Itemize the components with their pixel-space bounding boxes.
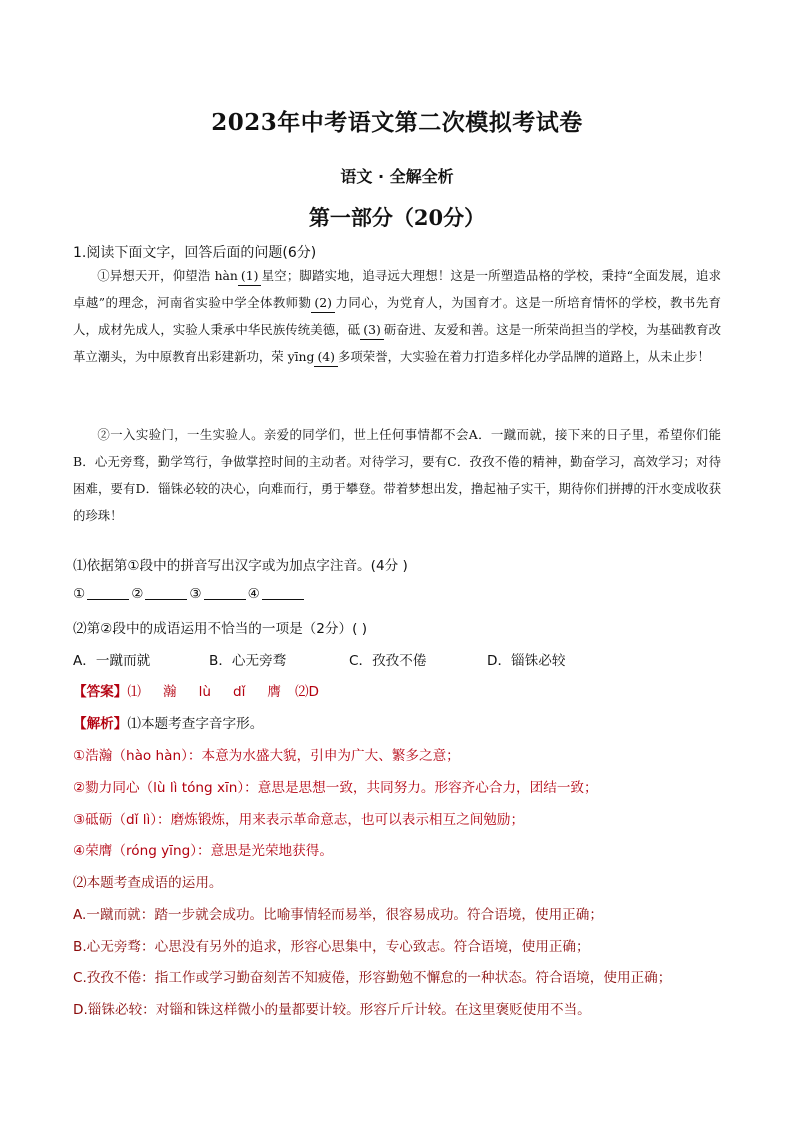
sub-question-1: ⑴依据第①段中的拼音写出汉字或为加点字注音。(4分 ) [73, 558, 408, 574]
passage1-text-5: 多项荣誉，大实验在着力打造多样化办学品牌的道路上，从未止步！ [338, 349, 710, 364]
passage1-text-3: 力同心，为党育人，为国育才。这是一所培育情怀的学校，教书先育人，成材先成人，实验人秉承中华民族传统美德，砥 [73, 295, 721, 337]
analysis-intro: ⑴本题考查字音字形。 [127, 716, 264, 732]
blank-marker-3: ③ [189, 586, 202, 602]
answer-suffix: ⑵D [294, 684, 320, 700]
option-a: A．一蹴而就 [73, 653, 151, 669]
analysis-intro-2: ⑵本题考查成语的运用。 [73, 875, 223, 891]
blank-marker-2: ② [131, 586, 144, 602]
option-c: C．孜孜不倦 [349, 653, 427, 669]
answer-1: 瀚 [162, 684, 177, 700]
blank-2: (2) [311, 294, 335, 313]
blank-1: (1) [238, 267, 262, 286]
part-heading: 第一部分（20分） [308, 205, 486, 230]
analysis-item-4: ④荣膺（róng yīng）：意思是光荣地获得。 [73, 843, 333, 859]
analysis-option-b: B.心无旁骛：心思没有另外的追求，形容心思集中，专心致志。符合语境，使用正确； [73, 939, 590, 955]
passage1-text-2: 星空；脚踏实地，追寻远大理想！这是一所塑造品格的学校，秉持“全面发展，追求卓越”的理念，河南省实验中学全体教师勠 [73, 268, 721, 310]
analysis-line [73, 712, 723, 732]
answer-line [73, 680, 723, 700]
analysis-label: 【解析】 [73, 716, 128, 732]
answer-label: 【答案】 [73, 684, 128, 700]
analysis-item-3: ③砥砺（dǐ lì）：磨炼锻炼，用来表示革命意志，也可以表示相互之间勉励； [73, 812, 525, 828]
question-stem: 1.阅读下面文字，回答后面的问题(6分) [73, 245, 317, 261]
sub-question-2: ⑵第②段中的成语运用不恰当的一项是（2分）( ) [73, 621, 368, 637]
option-d: D．锱铢必较 [487, 653, 566, 669]
answer-blank-2 [145, 585, 187, 600]
passage2-text: ②一入实验门，一生实验人。亲爱的同学们，世上任何事情都不会A．一蹴而就，接下来的日子里，希望你们能B．心无旁骛，勤学笃行，争做掌控时间的主动者。对待学习，要有C．孜孜不倦的精神，勤奋学习，高效学习；对待困难，要有D．锱铢必较的决心，向难而行，勇于攀登。带着梦想出发，撸起袖子实干，期待你们拼搏的汗水变成收获的珍珠！ [73, 427, 721, 523]
answer-blank-4 [262, 585, 304, 600]
analysis-item-2: ②勠力同心（lù lì tóng xīn）：意思是思想一致，共同努力。形容齐心合力，团结一致； [73, 780, 598, 796]
answer-prefix: ⑴ [127, 684, 141, 700]
blank-3: (3) [360, 321, 384, 340]
analysis-option-d: D.锱铢必较：对锱和铢这样微小的量都要计较。形容斤斤计较。在这里褒贬使用不当。 [73, 1002, 591, 1018]
passage-paragraph-2 [73, 421, 721, 529]
answer-3: dǐ [232, 684, 246, 700]
analysis-option-a: A.一蹴而就：踏一步就会成功。比喻事情轻而易举，很容易成功。符合语境，使用正确； [73, 907, 603, 923]
answer-2: lù [198, 684, 211, 700]
analysis-option-c: C.孜孜不倦：指工作或学习勤奋刻苦不知疲倦，形容勤勉不懈怠的一种状态。符合语境，使用正确； [73, 970, 672, 986]
answer-4: 膺 [267, 684, 281, 700]
options-line [73, 649, 723, 669]
passage1-text-4: 砺奋进、友爱和善。这是一所荣尚担当的学校，为基础教育改革立潮头，为中原教育出彩建新功，荣 yīng [73, 322, 722, 364]
passage1-text-1: ①异想天开，仰望浩 hàn [97, 268, 238, 283]
answer-blank-1 [87, 585, 129, 600]
blank-marker-4: ④ [247, 586, 260, 602]
analysis-item-1: ①浩瀚（hào hàn）：本意为水盛大貌，引申为广大、繁多之意； [73, 748, 460, 764]
exam-subtitle: 语文 · 全解全析 [340, 167, 454, 186]
passage-paragraph-1 [73, 262, 721, 370]
exam-title: 2023年中考语文第二次模拟考试卷 [211, 109, 583, 136]
blank-4: (4) [314, 348, 338, 367]
option-b: B．心无旁骛 [209, 653, 287, 669]
blank-marker-1: ① [73, 586, 86, 602]
answer-blanks-line [73, 585, 723, 602]
answer-blank-3 [204, 585, 246, 600]
